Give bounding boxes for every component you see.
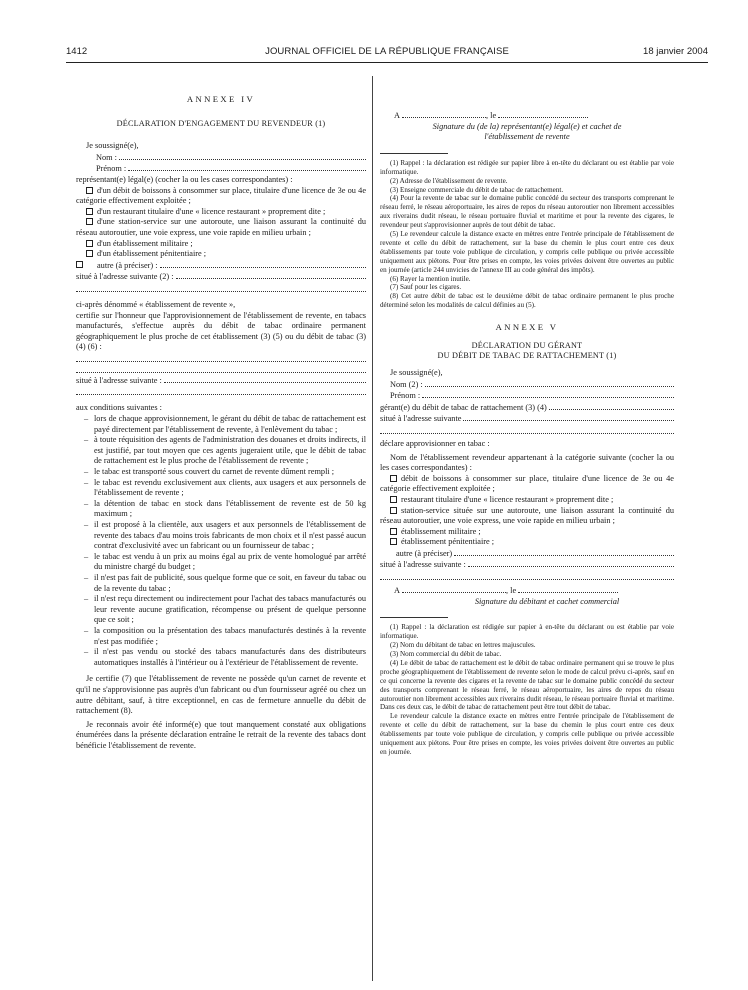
certifie-text: certifie sur l'honneur que l'approvisionnement de l'établissement de revente, en tabacs manufacturés, s'effectue auprès du débit de tabac ordinaire permanent géographiquement le plus proche de cet établissement (3) (5) ou du débit de tabac (3) (4) (6) : [76,310,366,352]
declare-label: déclare approvisionner en tabac : [380,438,490,448]
signature-debitant: Signature du débitant et cachet commercial [474,596,620,606]
soussigne-label: Je soussigné(e), [86,141,139,151]
adresse-field-v-2-continued[interactable] [380,571,674,580]
condition-item: – le tabac est transporté sous couvert du carnet de revente dûment rempli ; [84,467,366,478]
option-debit-boissons: d'un débit de boissons à consommer sur place, titulaire d'une licence de 3e ou 4e catégorie effectivement exploitée ; [76,185,366,206]
right-column [380,76,674,757]
nom-field[interactable]: Nom : [86,152,366,164]
checkbox-penitentiaire[interactable] [86,250,93,257]
option-v-restaurant: restaurant titulaire d'une « licence restaurant » proprement dite ; [380,495,674,506]
annexe-v-subtitle-2: DU DÉBIT DE TABAC DE RATTACHEMENT (1) [437,351,617,361]
conditions-label: aux conditions suivantes : [76,403,162,413]
condition-item: – la composition ou la présentation des tabacs manufacturés destinés à la revente n'est pas modifiée ; [84,626,366,647]
journal-title: JOURNAL OFFICIEL DE LA RÉPUBLIQUE FRANÇAISE [265,46,509,57]
note-item: (2) Nom du débitant de tabac en lettres majuscules. [390,641,536,650]
adresse-field-v[interactable]: situé à l'adresse suivante [380,413,674,425]
note-item: (3) Enseigne commerciale du débit de tabac de rattachement. [390,185,564,194]
publication-date: 18 janvier 2004 [643,46,708,57]
annexe-iv-subtitle: DÉCLARATION D'ENGAGEMENT DU REVENDEUR (1) [116,118,326,128]
debit-field-line-2[interactable] [76,364,366,373]
annexe-v-subtitle-1: DÉCLARATION DU GÉRANT [471,340,583,350]
option-v-penitentiaire: établissement pénitentiaire ; [380,537,674,548]
debit-field-line-1[interactable] [76,353,366,362]
adresse-field-1-continued[interactable] [76,283,366,292]
signature-representant: Signature du (de la) représentant(e) légal(e) et cachet de l'établissement de revente [432,121,622,142]
notes-annexe-v [380,623,674,757]
annexe-v-title: ANNEXE V [495,322,559,333]
checkbox-v-restaurant[interactable] [390,496,397,503]
condition-item: – à toute réquisition des agents de l'administration des douanes et droits indirects, il est justifié, par tout moyen que ces agents jugeraient utile, que le débit de tabac de rattachement est le plus proche de l'établissement de revente ; [84,435,366,467]
checkbox-v-penitentiaire[interactable] [390,538,397,545]
adresse-field-v-continued[interactable] [380,425,674,434]
condition-item: – le tabac est revendu exclusivement aux clients, aux usagers et aux personnels de l'établissement de revente ; [84,478,366,499]
option-militaire: d'un établissement militaire ; [76,239,366,250]
option-v-militaire: établissement militaire ; [380,527,674,538]
checkbox-militaire[interactable] [86,240,93,247]
note-item: (6) Rayer la mention inutile. [390,274,471,283]
adresse-field-2[interactable]: situé à l'adresse suivante : [76,375,366,387]
condition-item: – le tabac est vendu à un prix au moins égal au prix de vente homologué par arrêté du ministre chargé du budget ; [84,552,366,573]
gerant-field[interactable]: gérant(e) du débit de tabac de rattachement (3) (4) [380,402,674,414]
column-divider [372,76,373,981]
note-item: (1) Rappel : la déclaration est rédigée sur papier libre à en-tête du déclarant ou est établie par voie informatique. [380,158,674,176]
lieu-date-field-v[interactable]: A , le [380,585,674,597]
checkbox-restaurant[interactable] [86,208,93,215]
certifie-7-text: Je certifie (7) que l'établissement de revente ne possède qu'un carnet de revente et qu'il ne s'approvisionne pas auprès d'un fabricant ou d'un fournisseur agréé ou chez un autre débitant, sauf, à titre exceptionnel, en cas de fermeture annuelle du débit de rattachement (8). [76,674,366,716]
condition-item: – lors de chaque approvisionnement, le gérant du débit de tabac de rattachement est payé directement par l'établissement de revente, à l'enlèvement du tabac ; [84,414,366,435]
notes-rule-v [380,617,448,618]
note-item: Le revendeur calcule la distance exacte en mètres entre l'entrée principale de l'établissement de revente et celle du débit de rattachement, sur la base du chemin le plus court entre ces deux établissements par toute voie publique de circulation, y compris celle publique ou privée accessible uniquement aux piétons. Pour être prises en compte, les voies privées doivent être ouvertes au public en journée. [380,712,674,756]
option-restaurant: d'un restaurant titulaire d'une « licence restaurant » proprement dite ; [76,207,366,218]
representant-label: représentant(e) légal(e) (cocher la ou les cases correspondantes) : [76,174,293,184]
note-item: (1) Rappel : la déclaration est rédigée sur papier à en-tête du déclarant ou est établie par voie informatique. [380,623,674,641]
option-station-service: d'une station-service sur une autoroute, une liaison assurant la continuité du réseau autoroutier, une voie express, une voie rapide en milieu urbain ; [76,217,366,237]
adresse-field-1[interactable]: situé à l'adresse suivante (2) : [76,271,366,283]
checkbox-v-debit-boissons[interactable] [390,475,397,482]
checkbox-station-service[interactable] [86,218,93,225]
condition-item: – il est proposé à la clientèle, aux usagers et aux personnels de l'établissement de revente des tabacs d'au moins trois fabricants de mon choix et il n'est passé aucun contrat d'exclusivité avec un fabricant ou un fournisseur de tabac ; [84,520,366,552]
conditions-list [84,414,366,668]
soussigne-label-v: Je soussigné(e), [390,367,443,377]
nom-field-v[interactable]: Nom (2) : [390,379,674,391]
option-v-station-service: station-service située sur une autoroute, une liaison assurant la continuité du réseau autoroutier, une voie express, une voie rapide en milieu urbain ; [380,505,674,526]
note-item: (3) Nom commercial du débit de tabac. [390,649,502,658]
page-header [66,46,708,62]
option-v-debit-boissons: débit de boissons à consommer sur place, titulaire d'une licence de 3e ou 4e catégorie effectivement exploitée ; [380,473,674,494]
adresse-field-2-continued[interactable] [76,386,366,395]
page-number: 1412 [66,46,88,57]
nom-etablissement-label: Nom de l'établissement revendeur appartenant à la catégorie suivante (cocher la ou les cases correspondantes) : [380,452,674,473]
lieu-date-field-iv[interactable]: A , le [380,110,674,122]
option-autre[interactable]: autre (à préciser) : [76,260,366,272]
note-item: (4) Le débit de tabac de rattachement est le débit de tabac ordinaire permanent qui se trouve le plus proche géographiquement de l'établissement de revente selon le mode de calcul prévu ci-après, sauf en ce qui concerne la revente des cigares et la revente de tabac sur le domaine public concédé du secteur des transports comprenant le réseau ferré, le réseau aéroportuaire, les aires de repos du réseau autoroutier non librement accessibles aux riverains dudit réseau, le réseau portuaire fluvial et maritime. Dans ces deux cas, le débit de tabac de rattachement peut être tout débit de tabac. [380,658,674,712]
checkbox-debit-boissons[interactable] [86,187,93,194]
reconnais-text: Je reconnais avoir été informé(e) que tout manquement constaté aux obligations énumérées dans la présente déclaration entraîne le retrait de la revente des tabacs dont bénéficie l'établissement de revente. [76,719,366,750]
note-item: (4) Pour la revente de tabac sur le domaine public concédé du secteur des transports comprenant le réseau ferré, le réseau aéroportuaire, les aires de repos du réseau autoroutier non librement accessibles aux riverains dudit réseau, le réseau portuaire fluvial et maritime et pour la revente des cigares, le revendeur peut s'approvisionner auprès de tout débit de tabac. [380,194,674,230]
note-item: (5) Le revendeur calcule la distance exacte en mètres entre l'entrée principale de l'établissement de revente et celle du débit de rattachement, sur la base du chemin le plus court entre ces deux établissements par toute voie publique de circulation, y compris celle publique ou privée accessible uniquement aux piétons. Pour être prises en compte, les voies privées doivent être ouvertes au public en journée (article 244 unvicies de l'annexe III au code général des impôts). [380,230,674,274]
checkbox-v-station-service[interactable] [390,507,397,514]
condition-item: – la détention de tabac en stock dans l'établissement de revente est de 50 kg maximum ; [84,499,366,520]
checkbox-autre[interactable] [76,261,83,268]
condition-item: – il n'est reçu directement ou indirectement pour l'achat des tabacs manufacturés ou leur revente aucune gratification, récompense ou présent de quelque personne que ce soit ; [84,594,366,626]
condition-item: – il n'est pas vendu ou stocké des tabacs manufacturés dans des distributeurs automatiques installés à l'intérieur ou à l'extérieur de l'établissement de revente. [84,647,366,668]
ciapres-label: ci-après dénommé « établissement de revente », [76,299,236,309]
note-item: (2) Adresse de l'établissement de revente. [390,176,508,185]
prenom-field[interactable]: Prénom : [86,163,366,175]
notes-annexe-iv [380,159,674,310]
annexe-iv-column [76,76,366,751]
notes-rule-iv [380,153,448,154]
note-item: (7) Sauf pour les cigares. [390,283,462,292]
option-v-autre[interactable]: autre (à préciser) [380,548,674,560]
adresse-field-v-2[interactable]: situé à l'adresse suivante : [380,559,674,571]
annexe-iv-title: ANNEXE IV [186,94,256,104]
header-rule [66,62,708,63]
option-penitentiaire: d'un établissement pénitentiaire ; [76,249,366,260]
checkbox-v-militaire[interactable] [390,528,397,535]
condition-item: – il n'est pas fait de publicité, sous quelque forme que ce soit, en faveur du tabac ou de la revente du tabac ; [84,573,366,594]
prenom-field-v[interactable]: Prénom : [390,390,674,402]
note-item: (8) Cet autre débit de tabac est le deuxième débit de tabac ordinaire permanent le plus proche déterminé selon les modalités de calcul définies au (5). [380,292,674,310]
